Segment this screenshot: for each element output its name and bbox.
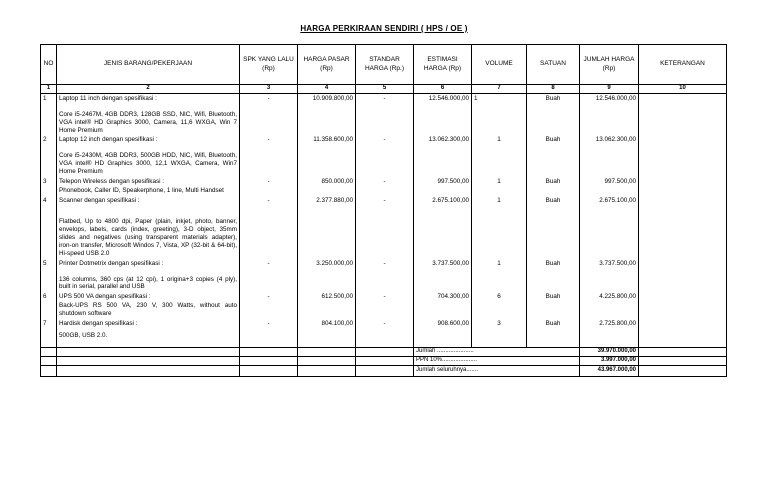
item-estimasi-harga: 12.546.000,00	[414, 94, 472, 136]
item-satuan: Buah	[527, 177, 580, 196]
item-spec: Core i5-2430M, 4GB DDR3, 500GB HDD, NIC, Wifi, Bluetooth, VGA intel® HD Graphics 3000, 12,1 WXGA, Camera, Win7 Home Premium	[59, 152, 237, 176]
item-description	[57, 196, 240, 259]
item-spec: 136 columns, 360 cps (at 12 cpi), 1 origina+3 copies (4 ply), built in serial, parallel and USB	[59, 275, 237, 291]
item-keterangan	[639, 135, 727, 176]
item-harga-pasar: 2.377.880,00	[298, 196, 356, 259]
item-standar-harga: -	[356, 94, 414, 136]
item-spk: -	[240, 94, 298, 136]
table-row	[41, 319, 727, 341]
item-keterangan	[639, 319, 727, 341]
column-number: 2	[57, 85, 240, 94]
item-spk: -	[240, 292, 298, 319]
header-jumlah-harga: JUMLAH HARGA (Rp)	[580, 45, 639, 85]
item-spec: 500GB, USB 2.0.	[59, 331, 108, 339]
header-jenis: JENIS BARANG/PEKERJAAN	[57, 45, 240, 85]
item-satuan: Buah	[527, 94, 580, 136]
summary-ppn-value: 3.997.000,00	[580, 356, 639, 365]
item-harga-pasar: 612.500,00	[298, 292, 356, 319]
item-description	[57, 319, 240, 341]
item-spec: Phonebook, Caller ID, Speakerphone, 1 line, Multi Handset	[59, 186, 224, 194]
document-title: HARGA PERKIRAAN SENDIRI ( HPS / OE )	[300, 24, 468, 33]
item-satuan: Buah	[527, 292, 580, 319]
item-spk: -	[240, 196, 298, 259]
item-name: Laptop 12 inch dengan spesifikasi :	[59, 136, 158, 144]
item-harga-pasar: 850.000,00	[298, 177, 356, 196]
header-harga-pasar: HARGA PASAR (Rp)	[298, 45, 356, 85]
item-volume: 1	[472, 177, 527, 196]
item-satuan: Buah	[527, 196, 580, 259]
item-volume: 1	[472, 196, 527, 259]
column-number-row	[41, 85, 727, 94]
item-spec: Back-UPS RS 500 VA, 230 V, 300 Watts, without auto shutdown software	[59, 302, 237, 318]
summary-ppn-label: PPN 10%.....................	[414, 356, 580, 365]
hps-table	[40, 44, 727, 377]
table-row	[41, 292, 727, 319]
item-volume: 1	[472, 135, 527, 176]
item-name: Scanner dengan spesifikasi :	[59, 196, 140, 204]
item-jumlah-harga: 2.725.800,00	[580, 319, 639, 341]
item-description	[57, 259, 240, 293]
item-no: 4	[41, 196, 57, 259]
item-name: Printer Dotmetrix dengan spesifikasi :	[59, 259, 164, 267]
item-description	[57, 292, 240, 319]
column-number: 3	[240, 85, 298, 94]
summary-jumlah-label: Jumlah ......................	[414, 347, 580, 356]
item-jumlah-harga: 3.737.500,00	[580, 259, 639, 293]
item-harga-pasar: 804.100,00	[298, 319, 356, 341]
column-number: 10	[639, 85, 727, 94]
item-estimasi-harga: 997.500,00	[414, 177, 472, 196]
table-row	[41, 177, 727, 196]
item-spec: Flatbed, Up to 4800 dpi, Paper (plain, inkjet, photo, banner, envelops, labels, cards (index, greeting), 3-D object, 35mm slides and negatives (using transparent materials adapter), iron-on transfer, Microsoft Windos 7, Vista, XP (32-bit & 64-bit), Hi-speed USB 2.0	[59, 218, 237, 257]
item-standar-harga: -	[356, 292, 414, 319]
summary-total-value: 43.967.000,00	[580, 365, 639, 376]
table-row	[41, 94, 727, 136]
item-jumlah-harga: 997.500,00	[580, 177, 639, 196]
item-estimasi-harga: 13.062.300,00	[414, 135, 472, 176]
header-standar-harga: STANDAR HARGA (Rp.)	[356, 45, 414, 85]
item-estimasi-harga: 704.300,00	[414, 292, 472, 319]
header-keterangan: KETERANGAN	[639, 45, 727, 85]
header-estimasi-harga: ESTIMASI HARGA (Rp)	[414, 45, 472, 85]
header-row	[41, 45, 727, 85]
item-jumlah-harga: 2.675.100,00	[580, 196, 639, 259]
item-keterangan	[639, 196, 727, 259]
item-standar-harga: -	[356, 259, 414, 293]
item-standar-harga: -	[356, 319, 414, 341]
item-jumlah-harga: 4.225.800,00	[580, 292, 639, 319]
column-number: 4	[298, 85, 356, 94]
item-jumlah-harga: 12.546.000,00	[580, 94, 639, 136]
item-no: 5	[41, 259, 57, 293]
item-description	[57, 177, 240, 196]
header-satuan: SATUAN	[527, 45, 580, 85]
item-no: 7	[41, 319, 57, 341]
item-volume: 6	[472, 292, 527, 319]
item-jumlah-harga: 13.062.300,00	[580, 135, 639, 176]
item-description	[57, 135, 240, 176]
header-volume: VOLUME	[472, 45, 527, 85]
column-number: 5	[356, 85, 414, 94]
table-row	[41, 196, 727, 259]
item-description	[57, 94, 240, 136]
item-keterangan	[639, 259, 727, 293]
item-volume: 1	[472, 259, 527, 293]
item-standar-harga: -	[356, 135, 414, 176]
item-spk: -	[240, 319, 298, 341]
item-spec: Core i5-2467M, 4GB DDR3, 128GB SSD, NIC, Wifi, Bluetooth, VGA intel® HD Graphics 3000, Camera, 11,6 WXGA, Win 7 Home Premium	[59, 110, 237, 134]
table-row	[41, 259, 727, 293]
item-harga-pasar: 10.909.800,00	[298, 94, 356, 136]
item-keterangan	[639, 177, 727, 196]
item-spk: -	[240, 259, 298, 293]
item-name: Telepon Wireless dengan spesifikasi :	[59, 177, 165, 185]
table-row	[41, 135, 727, 176]
item-estimasi-harga: 2.675.100,00	[414, 196, 472, 259]
item-no: 2	[41, 135, 57, 176]
item-standar-harga: -	[356, 196, 414, 259]
item-keterangan	[639, 94, 727, 136]
item-keterangan	[639, 292, 727, 319]
item-satuan: Buah	[527, 259, 580, 293]
column-number: 7	[472, 85, 527, 94]
summary-row-jumlah	[41, 347, 727, 356]
header-spk: SPK YANG LALU (Rp)	[240, 45, 298, 85]
summary-row-total	[41, 365, 727, 376]
summary-total-label: Jumlah seluruhnya.......	[414, 365, 580, 376]
item-name: UPS 500 VA dengan spesifikasi :	[59, 293, 151, 301]
item-harga-pasar: 3.250.000,00	[298, 259, 356, 293]
column-number: 6	[414, 85, 472, 94]
item-volume: 3	[472, 319, 527, 341]
item-estimasi-harga: 3.737.500,00	[414, 259, 472, 293]
item-no: 1	[41, 94, 57, 136]
item-name: Hardisk dengan spesifikasi :	[59, 319, 138, 327]
summary-jumlah-value: 39.970.000,00	[580, 347, 639, 356]
column-number: 8	[527, 85, 580, 94]
column-number: 1	[41, 85, 57, 94]
item-standar-harga: -	[356, 177, 414, 196]
item-no: 6	[41, 292, 57, 319]
column-number: 9	[580, 85, 639, 94]
item-no: 3	[41, 177, 57, 196]
item-volume: 1	[472, 94, 527, 136]
item-harga-pasar: 11.358.600,00	[298, 135, 356, 176]
item-satuan: Buah	[527, 319, 580, 341]
summary-row-ppn	[41, 356, 727, 365]
header-no: NO	[41, 45, 57, 85]
item-name: Laptop 11 inch dengan spesifikasi :	[59, 95, 157, 102]
item-spk: -	[240, 135, 298, 176]
item-spk: -	[240, 177, 298, 196]
item-satuan: Buah	[527, 135, 580, 176]
item-estimasi-harga: 908.600,00	[414, 319, 472, 341]
